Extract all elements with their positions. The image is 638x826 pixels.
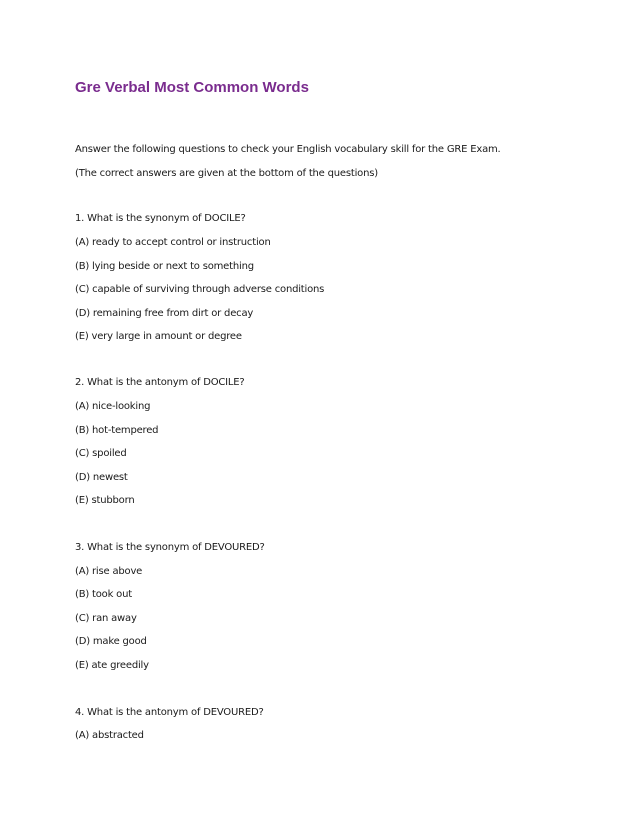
question-2: 2. What is the antonym of DOCILE?	[75, 377, 245, 388]
question-2-option-c: (C) spoiled	[75, 448, 127, 459]
question-2-option-b: (B) hot-tempered	[75, 425, 159, 436]
question-3-option-e: (E) ate greedily	[75, 660, 149, 671]
question-3-option-a: (A) rise above	[75, 566, 143, 577]
question-1-option-b: (B) lying beside or next to something	[75, 261, 254, 272]
question-3-option-c: (C) ran away	[75, 613, 137, 624]
question-1: 1. What is the synonym of DOCILE?	[75, 213, 246, 224]
question-4-option-a: (A) abstracted	[75, 730, 144, 741]
intro-note: (The correct answers are given at the bottom of the questions)	[75, 168, 378, 179]
question-1-option-d: (D) remaining free from dirt or decay	[75, 308, 254, 319]
question-1-option-e: (E) very large in amount or degree	[75, 331, 242, 342]
question-2-option-e: (E) stubborn	[75, 495, 135, 506]
question-3-option-d: (D) make good	[75, 636, 147, 647]
question-2-option-a: (A) nice-looking	[75, 401, 151, 412]
question-3: 3. What is the synonym of DEVOURED?	[75, 542, 265, 553]
intro-line: Answer the following questions to check your English vocabulary skill for the GRE Exam.	[75, 144, 501, 155]
question-3-option-b: (B) took out	[75, 589, 132, 600]
question-1-option-a: (A) ready to accept control or instruction	[75, 237, 271, 248]
question-1-option-c: (C) capable of surviving through adverse conditions	[75, 284, 325, 295]
page-title: Gre Verbal Most Common Words	[75, 79, 309, 96]
question-4: 4. What is the antonym of DEVOURED?	[75, 707, 264, 718]
question-2-option-d: (D) newest	[75, 472, 128, 483]
